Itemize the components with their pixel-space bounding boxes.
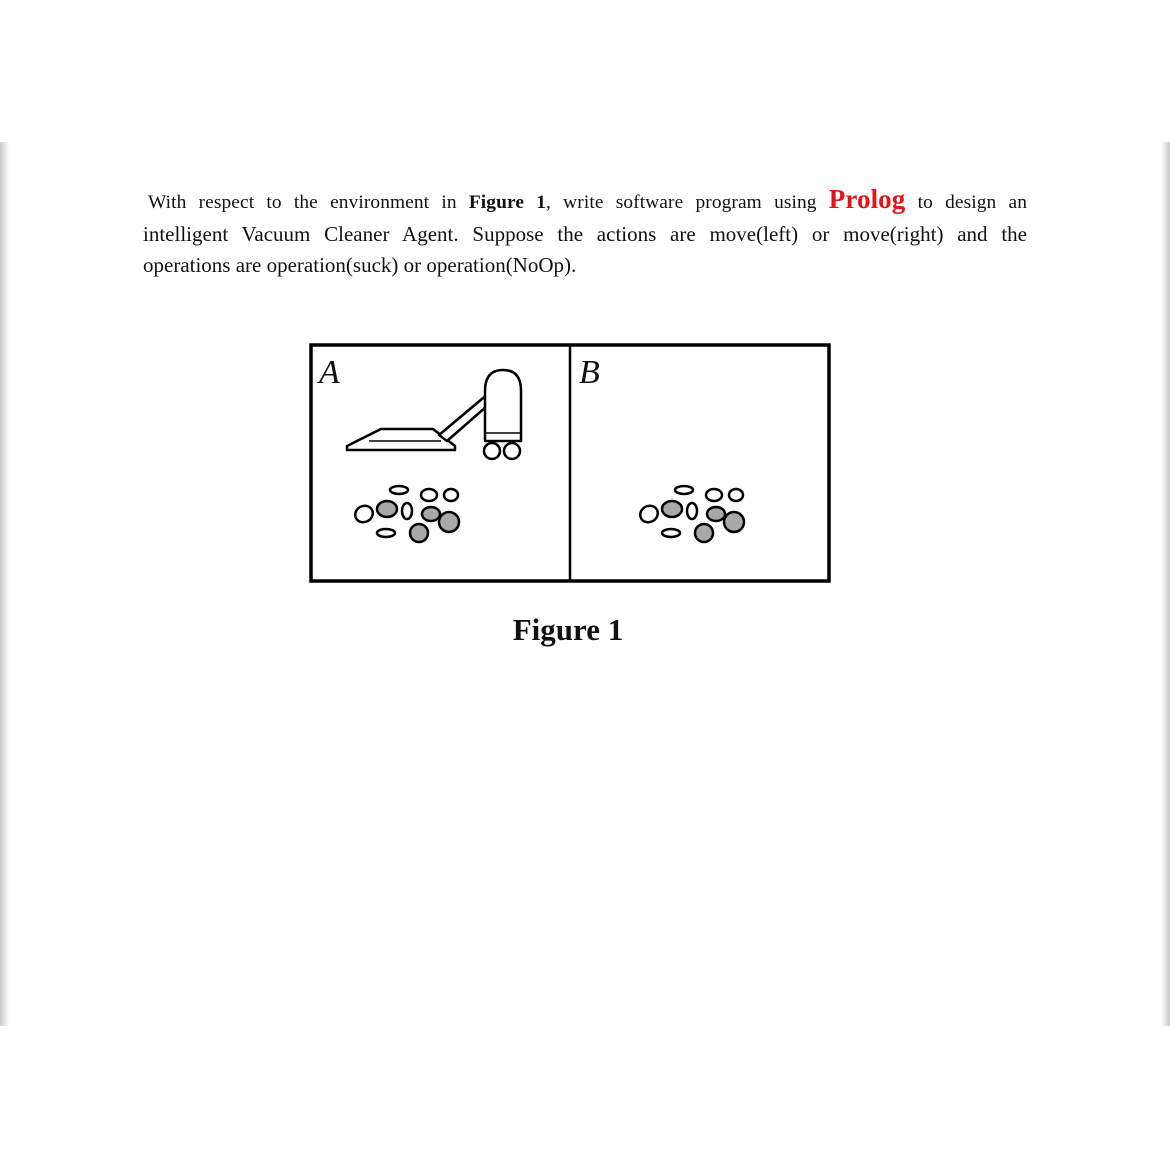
question-line-1: With respect to the environment in Figure 1, write software program using Prolog to design an bbox=[148, 184, 1027, 214]
question-paragraph bbox=[143, 184, 1027, 282]
page-edge-left bbox=[0, 142, 9, 1026]
question-line-2: intelligent Vacuum Cleaner Agent. Suppose the actions are move(left) or move(right) and the bbox=[143, 221, 1027, 246]
room-b-label: B bbox=[579, 354, 600, 391]
room-a-label: A bbox=[319, 354, 340, 391]
vacuum-world-figure bbox=[309, 343, 831, 585]
page-edge-right bbox=[1161, 142, 1170, 1026]
figure-caption: Figure 1 bbox=[512, 612, 624, 647]
prolog-keyword: Prolog bbox=[828, 184, 906, 214]
figure-reference: Figure 1 bbox=[468, 192, 547, 213]
question-line-3: operations are operation(suck) or operation(NoOp). bbox=[143, 253, 577, 277]
